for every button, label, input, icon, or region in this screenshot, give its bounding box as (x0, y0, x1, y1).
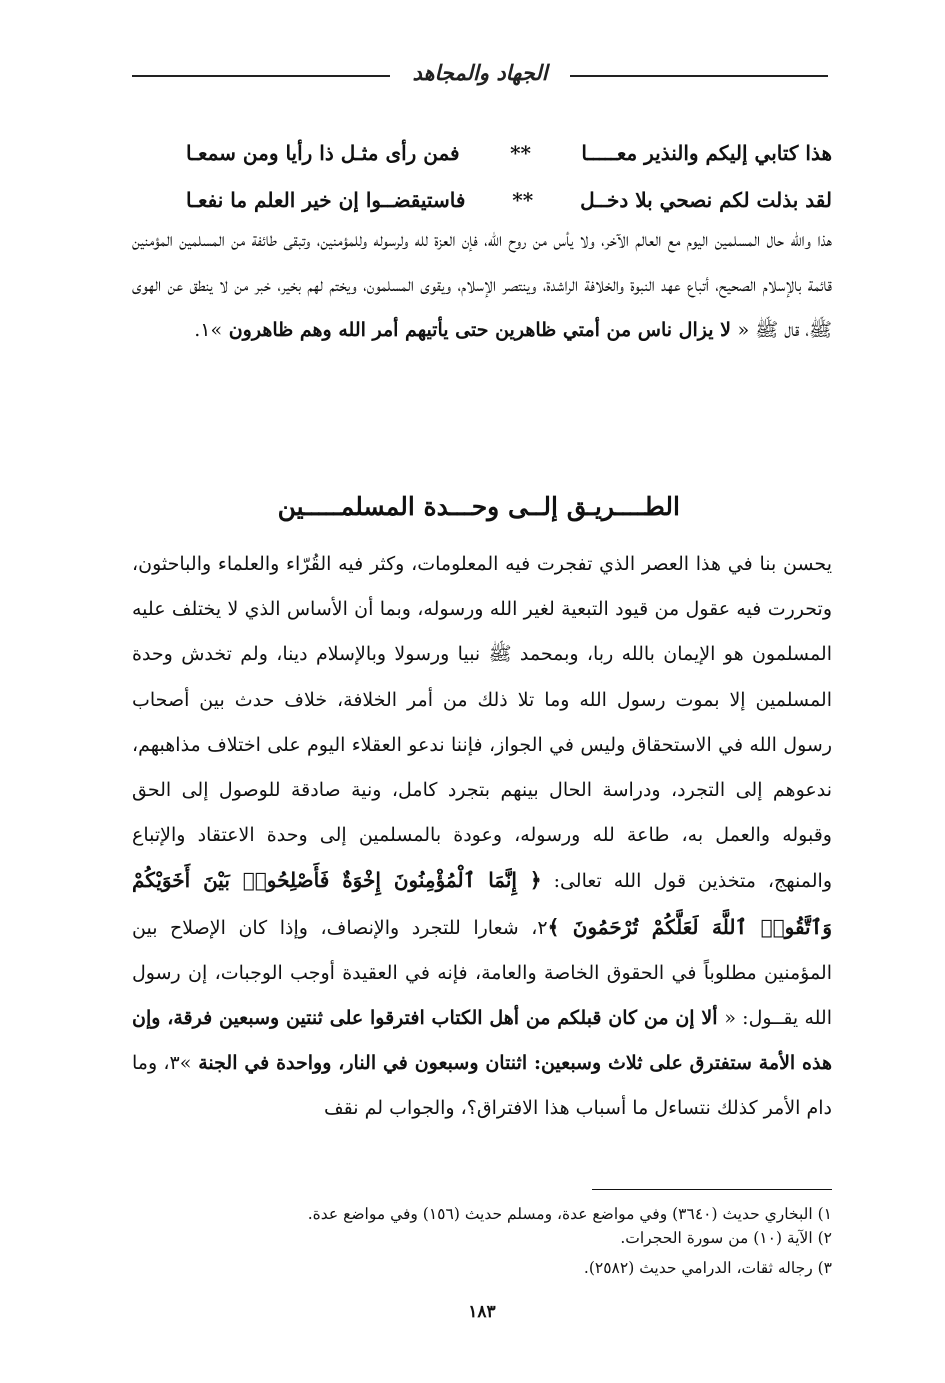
footnote-ref: »١. (194, 319, 223, 342)
header-rule-right (570, 75, 828, 77)
poem-line (186, 177, 832, 224)
paragraph-text: هذا والله حال المسلمين اليوم مع العالم الآخر، ولا يأس من روح الله، فإن العزة لله ولرسوله وللمؤمنين، وتبقى طائفة من المسلمين المؤمنين قائمة بالإسلام الصحيح، أتباع عهد النبوة والخلافة الراشدة، وينتصر الإسلام، ويقوى المسلمون، ويختم لهم بخير، خبر من لا ينطق عن الهوى ﷺ، قال ﷺ « (132, 229, 832, 342)
verse-second-half: فمن رأى مثـل ذا رأيا ومن سمعـا (186, 141, 460, 165)
paragraph-text: ٢، شعارا للتجرد والإنصاف، وإذا كان الإصلاح بين المؤمنين مطلوباً في الحقوق الخاصة والعامة، فإنه في العقيدة أوجب الوجبات، إن رسول الله يقــول: « (132, 916, 832, 1030)
footnote-item: ٢) الآية (١٠) من سورة الحجرات. (620, 1229, 832, 1247)
section-heading: الطــــريـق إلــى وحـــدة المسلمـــــين (277, 492, 680, 521)
verse-second-half: فاستيقضــوا إن خير العلم ما نفعـا (186, 188, 466, 212)
paragraph-text: يحسن بنا في هذا العصر الذي تفجرت فيه المعلومات، وكثر فيه القُرّاء والعلماء والباحثون، وتحررت فيه عقول من قيود التبعية لغير الله ورسوله، وبما أن الأساس الذي لا يختلف عليه المسلمون هو الإيمان بالله ربا، وبمحمد ﷺ نبيا ورسولا وبالإسلام دينا، ولم تخدش وحدة المسلمين إلا بموت رسول الله وما تلا ذلك من أمر الخلافة، خلاف حدث بين أصحاب رسول الله في الاستحقاق وليس في الجواز، فإننا ندعو العقلاء اليوم على اختلاف مذاهبهم، ندعوهم إلى التجرد، ودراسة الحال بينهم بتجرد كامل، ونية صادقة للوصول إلى الحق وقبوله والعمل به، طاعة لله ورسوله، وعودة بالمسلمين إلى وحدة الاعتقاد والإتباع والمنهج، متخذين قول الله تعالى: (132, 553, 832, 893)
poem-line (186, 130, 832, 177)
verse-separator: ** (512, 188, 534, 212)
running-title: الجهاد والمجاهد (412, 60, 548, 85)
footnote-item: ١) البخاري حديث (٣٦٤٠) وفي مواضع عدة، ومسلم حديث (١٥٦) وفي مواضع عدة. (307, 1205, 832, 1223)
footnote-item: ٣) رجاله ثقات، الدرامي حديث (٢٥٨٢). (583, 1259, 832, 1277)
paragraph-path-to-unity (132, 542, 832, 1132)
hadith-quote: لا يزال ناس من أمتي ظاهرين حتى يأتيهم أمر الله وهم ظاهرون (222, 319, 738, 342)
hadith-quote: ألا إن من كان قبلكم من أهل الكتاب افترقوا على ثنتين وسبعين فرقة، وإن هذه الأمة ستفترق على ثلاث وسبعين: اثنتان وسبعون في النار، وواحدة في الجنة (132, 1007, 832, 1075)
verse-first-half: هذا كتابي إليكم والنذير معـــــا (581, 141, 832, 165)
footnote-divider (592, 1189, 832, 1190)
paragraph-text: »٣، وما دام الأمر كذلك نتساءل ما أسباب هذا الافتراق؟، والجواب لم نقف (132, 1052, 832, 1120)
page-number: ١٨٣ (468, 1302, 496, 1322)
verse-first-half: لقد بذلت لكم نصحي بلا دخــل (580, 188, 832, 212)
poem-verses (186, 130, 832, 224)
paragraph-state-of-muslims (132, 218, 832, 354)
quran-verse: ﴿ إِنَّمَا ٱلْمُؤْمِنُونَ إِخْوَةٌ فَأَصْلِحُوا۟ بَيْنَ أَخَوَيْكُمْ وَٱتَّقُوا۟ ٱللَّهَ لَعَلَّكُمْ تُرْحَمُونَ ﴾ (132, 868, 833, 939)
footnotes (112, 1202, 832, 1280)
header-rule-left (132, 75, 390, 77)
page-header (132, 56, 828, 96)
verse-separator: ** (510, 141, 531, 165)
